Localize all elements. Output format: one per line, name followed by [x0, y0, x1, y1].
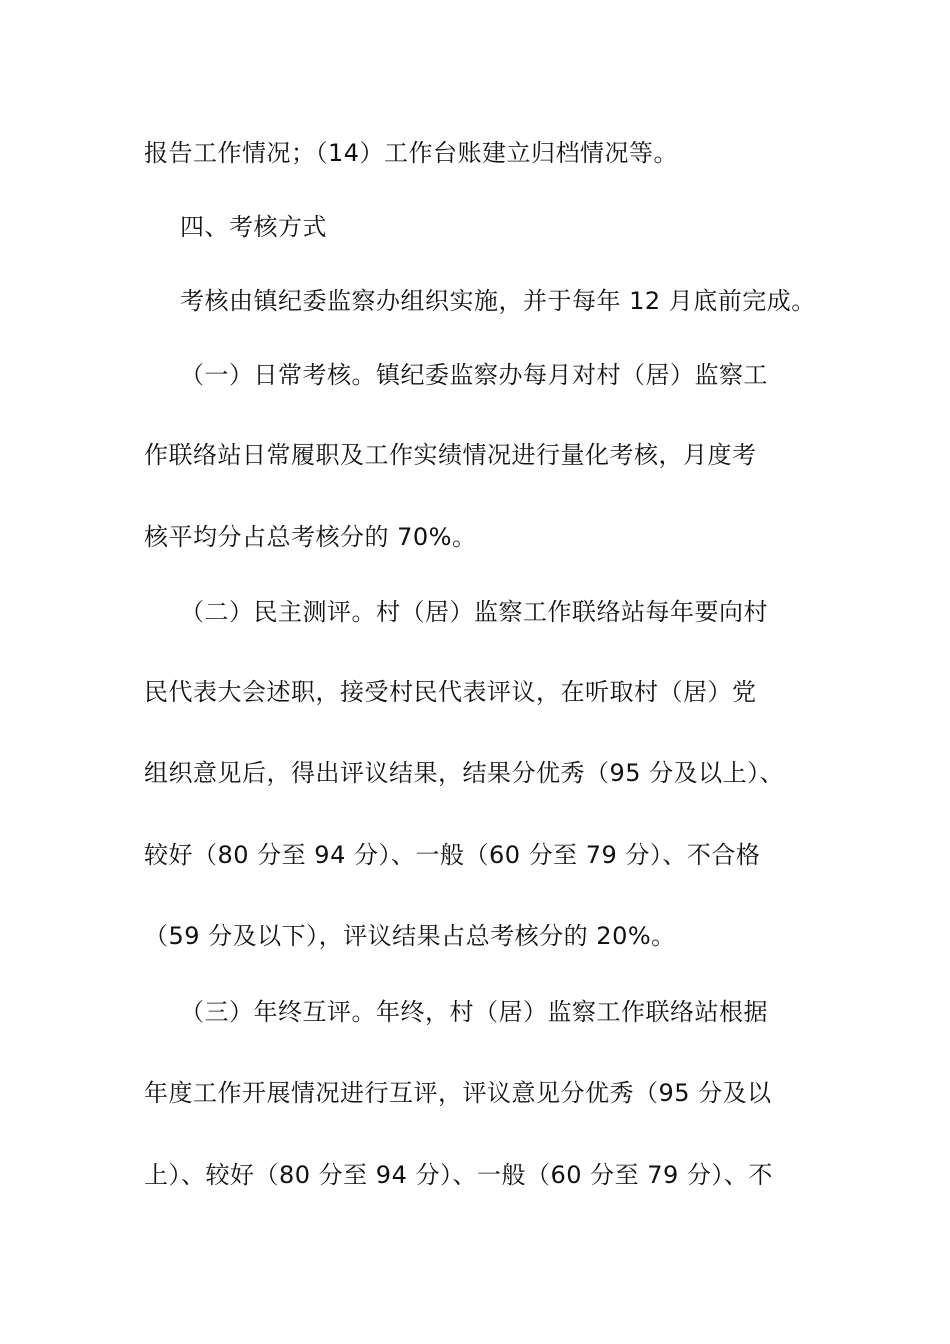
paragraph-2-line-1: （二）民主测评。村（居）监察工作联络站每年要向村 [180, 598, 768, 626]
paragraph-2-line-2: 民代表大会述职，接受村民代表评议，在听取村（居）党 [144, 678, 757, 706]
paragraph-3-line-3: 上）、较好（80 分至 94 分）、一般（60 分至 79 分）、不 [144, 1161, 773, 1189]
text-line-1: 报告工作情况；（14）工作台账建立归档情况等。 [144, 139, 679, 167]
paragraph-2-line-4: 较好（80 分至 94 分）、一般（60 分至 79 分）、不合格 [144, 841, 761, 869]
section-heading: 四、考核方式 [180, 213, 327, 241]
paragraph-1-line-1: （一）日常考核。镇纪委监察办每月对村（居）监察工 [180, 361, 768, 389]
paragraph-3-line-1: （三）年终互评。年终，村（居）监察工作联络站根据 [180, 998, 768, 1026]
paragraph-2-line-3: 组织意见后，得出评议结果，结果分优秀（95 分及以上）、 [144, 759, 785, 787]
paragraph-1-line-3: 核平均分占总考核分的 70%。 [144, 523, 477, 551]
text-line-3: 考核由镇纪委监察办组织实施，并于每年 12 月底前完成。 [180, 287, 816, 315]
paragraph-3-line-2: 年度工作开展情况进行互评，评议意见分优秀（95 分及以 [144, 1079, 772, 1107]
paragraph-2-line-5: （59 分及以下），评议结果占总考核分的 20%。 [144, 922, 676, 950]
paragraph-1-line-2: 作联络站日常履职及工作实绩情况进行量化考核，月度考 [144, 441, 757, 469]
